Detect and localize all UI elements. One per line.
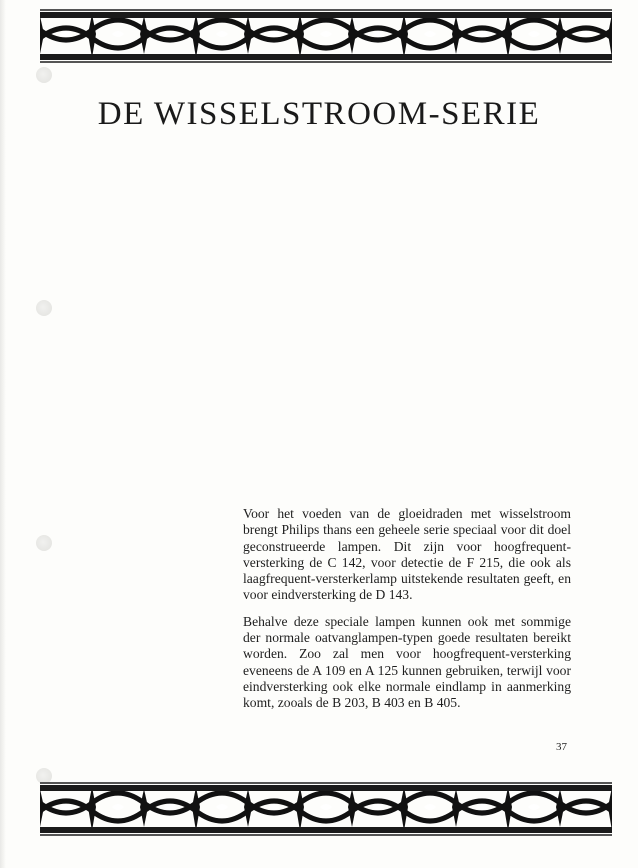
punch-hole-icon	[36, 300, 52, 316]
bottom-ornamental-border	[40, 781, 612, 837]
body-text	[243, 506, 571, 722]
punch-hole-icon	[36, 67, 52, 83]
punch-hole-icon	[36, 535, 52, 551]
page-number: 37	[556, 741, 567, 753]
page-title: DE WISSELSTROOM-SERIE	[97, 96, 541, 132]
top-ornamental-border	[40, 8, 612, 64]
paragraph-2: Behalve deze speciale lampen kunnen ook met sommige der normale oatvanglampen-typen goede resultaten bereikt worden. Zoo zal men voor hoogfrequent-versterking eveneens de A 109 en A 125 kunnen gebruiken, terwijl voor eindversterking ook elke normale eindlamp in aanmerking komt, zooals de B 203, B 403 en B 405.	[243, 613, 571, 711]
paragraph-1: Voor het voeden van de gloeidraden met wisselstroom brengt Philips thans een geheele serie speciaal voor dit doel geconstrueerde lampen. Dit zijn voor hoogfrequent-versterking de C 142, voor detectie de F 215, die ook als laagfrequent-versterkerlamp uitstekende resultaten geeft, en voor eindversterking de D 143.	[243, 506, 571, 603]
